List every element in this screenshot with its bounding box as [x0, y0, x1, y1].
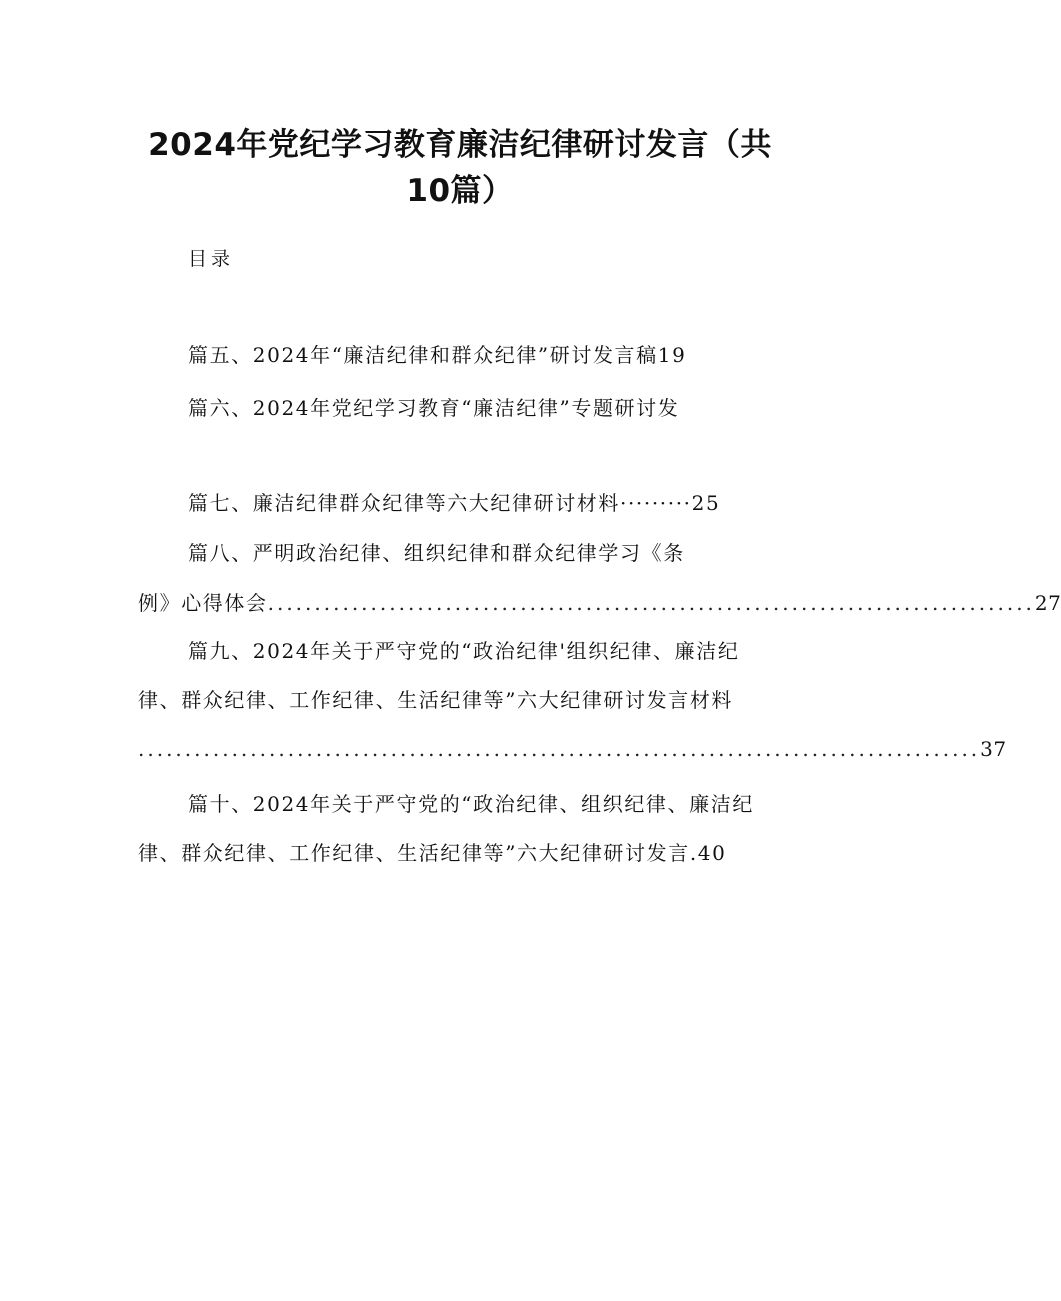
- toc-item-9-line3: [138, 734, 1007, 764]
- toc-item-9-line2: 律、群众纪律、工作纪律、生活纪律等”六大纪律研讨发言材料: [138, 688, 734, 712]
- toc-item-6: 篇六、2024年党纪学习教育“廉洁纪律”专题研讨发: [188, 396, 680, 420]
- toc-item-10-line1: 篇十、2024年关于严守党的“政治纪律、组织纪律、廉洁纪: [188, 792, 754, 816]
- toc-item-8-line1: 篇八、严明政治纪律、组织纪律和群众纪律学习《条: [188, 541, 685, 565]
- toc-item-5: 篇五、2024年“廉洁纪律和群众纪律”研讨发言稿19: [188, 343, 687, 367]
- document-title-line2: 10篇）: [406, 173, 514, 209]
- toc-item-9-page-number: 37: [980, 737, 1007, 761]
- toc-heading: 目录: [188, 248, 235, 270]
- toc-item-9-line1: 篇九、2024年关于严守党的“政治纪律'组织纪律、廉洁纪: [188, 639, 740, 663]
- toc-item-7: 篇七、廉洁纪律群众纪律等六大纪律研讨材料·········25: [188, 491, 721, 515]
- toc-item-8-page-number: 27: [1034, 591, 1061, 615]
- toc-item-10-line2: 律、群众纪律、工作纪律、生活纪律等”六大纪律研讨发言.40: [138, 841, 727, 865]
- toc-item-8-line2: [138, 588, 1061, 618]
- document-title-line1: 2024年党纪学习教育廉洁纪律研讨发言（共: [148, 127, 772, 163]
- toc-item-9-dot-leader: ..........................................................................................: [138, 737, 981, 761]
- toc-item-8-text: 例》心得体会: [138, 591, 268, 615]
- toc-item-8-dot-leader: ..................................................................................: [267, 591, 1035, 615]
